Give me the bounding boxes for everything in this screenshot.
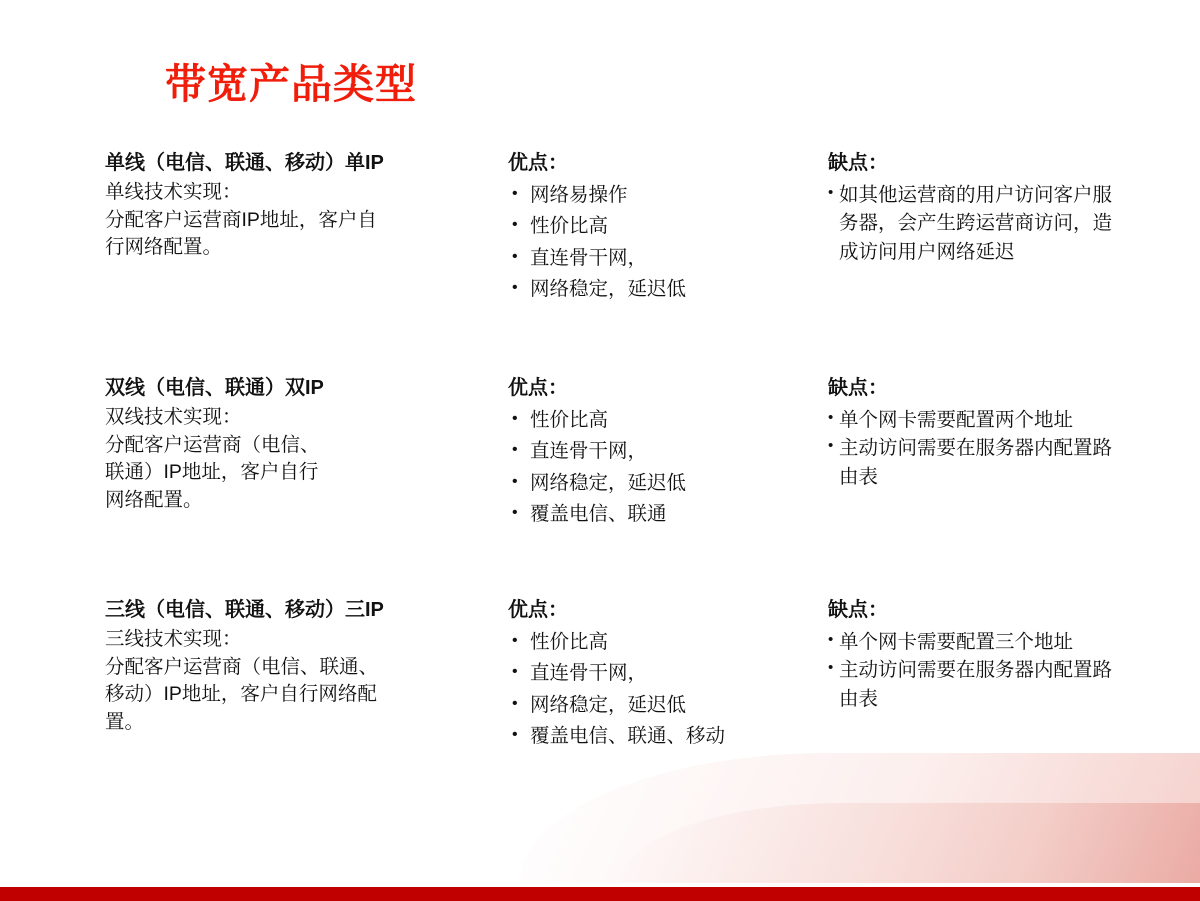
- cons-list: [828, 628, 1128, 713]
- description-line: 网络配置。: [105, 489, 203, 512]
- product-description-column: [105, 150, 475, 262]
- description-line: 分配客户运营商（电信、: [105, 433, 320, 456]
- pros-heading: 优点：: [508, 152, 568, 174]
- list-item: • 网络稳定，延迟低: [508, 275, 808, 303]
- content-area: [0, 150, 1200, 807]
- cons-column: [828, 597, 1128, 713]
- product-row: [0, 375, 1200, 597]
- pros-column: [508, 375, 808, 531]
- pros-heading: 优点：: [508, 377, 568, 399]
- cons-heading: 缺点：: [828, 152, 888, 174]
- description-line: 移动）IP地址，客户自行网络配: [105, 683, 377, 706]
- list-item: • 网络稳定，延迟低: [508, 469, 808, 497]
- product-name-heading: 三线（电信、联通、移动）三IP: [105, 599, 384, 621]
- list-item: • 单个网卡需要配置三个地址: [828, 628, 1128, 656]
- pros-heading: 优点：: [508, 599, 568, 621]
- description-line: 置。: [105, 711, 145, 734]
- page-title: 带宽产品类型: [165, 61, 417, 107]
- list-item: • 网络稳定，延迟低: [508, 691, 808, 719]
- cons-list: [828, 181, 1128, 266]
- pros-list: [508, 628, 808, 750]
- description-line: 联通）IP地址，客户自行: [105, 461, 319, 484]
- cons-heading: 缺点：: [828, 599, 888, 621]
- list-item: • 如其他运营商的用户访问客户服务器，会产生跨运营商访问，造成访问用户网络延迟: [828, 181, 1128, 266]
- list-item: • 直连骨干网，: [508, 437, 808, 465]
- cons-column: [828, 150, 1128, 266]
- list-item: • 直连骨干网，: [508, 659, 808, 687]
- product-row: [0, 597, 1200, 807]
- list-item: • 直连骨干网，: [508, 244, 808, 272]
- description-line: 分配客户运营商IP地址，客户自: [105, 208, 377, 231]
- list-item: • 性价比高: [508, 628, 808, 656]
- product-description-column: [105, 597, 475, 737]
- footer-bar: [0, 887, 1200, 901]
- list-item: • 主动访问需要在服务器内配置路由表: [828, 434, 1128, 491]
- description-line: 双线技术实现：: [105, 406, 242, 428]
- list-item: • 覆盖电信、联通: [508, 500, 808, 528]
- decorative-swoosh-secondary: [620, 803, 1200, 883]
- description-line: 行网络配置。: [105, 236, 223, 259]
- list-item: • 主动访问需要在服务器内配置路由表: [828, 656, 1128, 713]
- product-row: [0, 150, 1200, 375]
- product-name-heading: 双线（电信、联通）双IP: [105, 377, 324, 399]
- list-item: • 性价比高: [508, 406, 808, 434]
- product-description-column: [105, 375, 475, 515]
- description-line: 分配客户运营商（电信、联通、: [105, 655, 379, 678]
- cons-heading: 缺点：: [828, 377, 888, 399]
- pros-list: [508, 406, 808, 528]
- list-item: • 覆盖电信、联通、移动: [508, 722, 808, 750]
- description-line: 单线技术实现：: [105, 181, 242, 203]
- cons-column: [828, 375, 1128, 491]
- list-item: • 网络易操作: [508, 181, 808, 209]
- description-line: 三线技术实现：: [105, 628, 242, 650]
- pros-column: [508, 150, 808, 306]
- list-item: • 单个网卡需要配置两个地址: [828, 406, 1128, 434]
- cons-list: [828, 406, 1128, 491]
- pros-list: [508, 181, 808, 303]
- product-name-heading: 单线（电信、联通、移动）单IP: [105, 152, 384, 174]
- list-item: • 性价比高: [508, 212, 808, 240]
- pros-column: [508, 597, 808, 753]
